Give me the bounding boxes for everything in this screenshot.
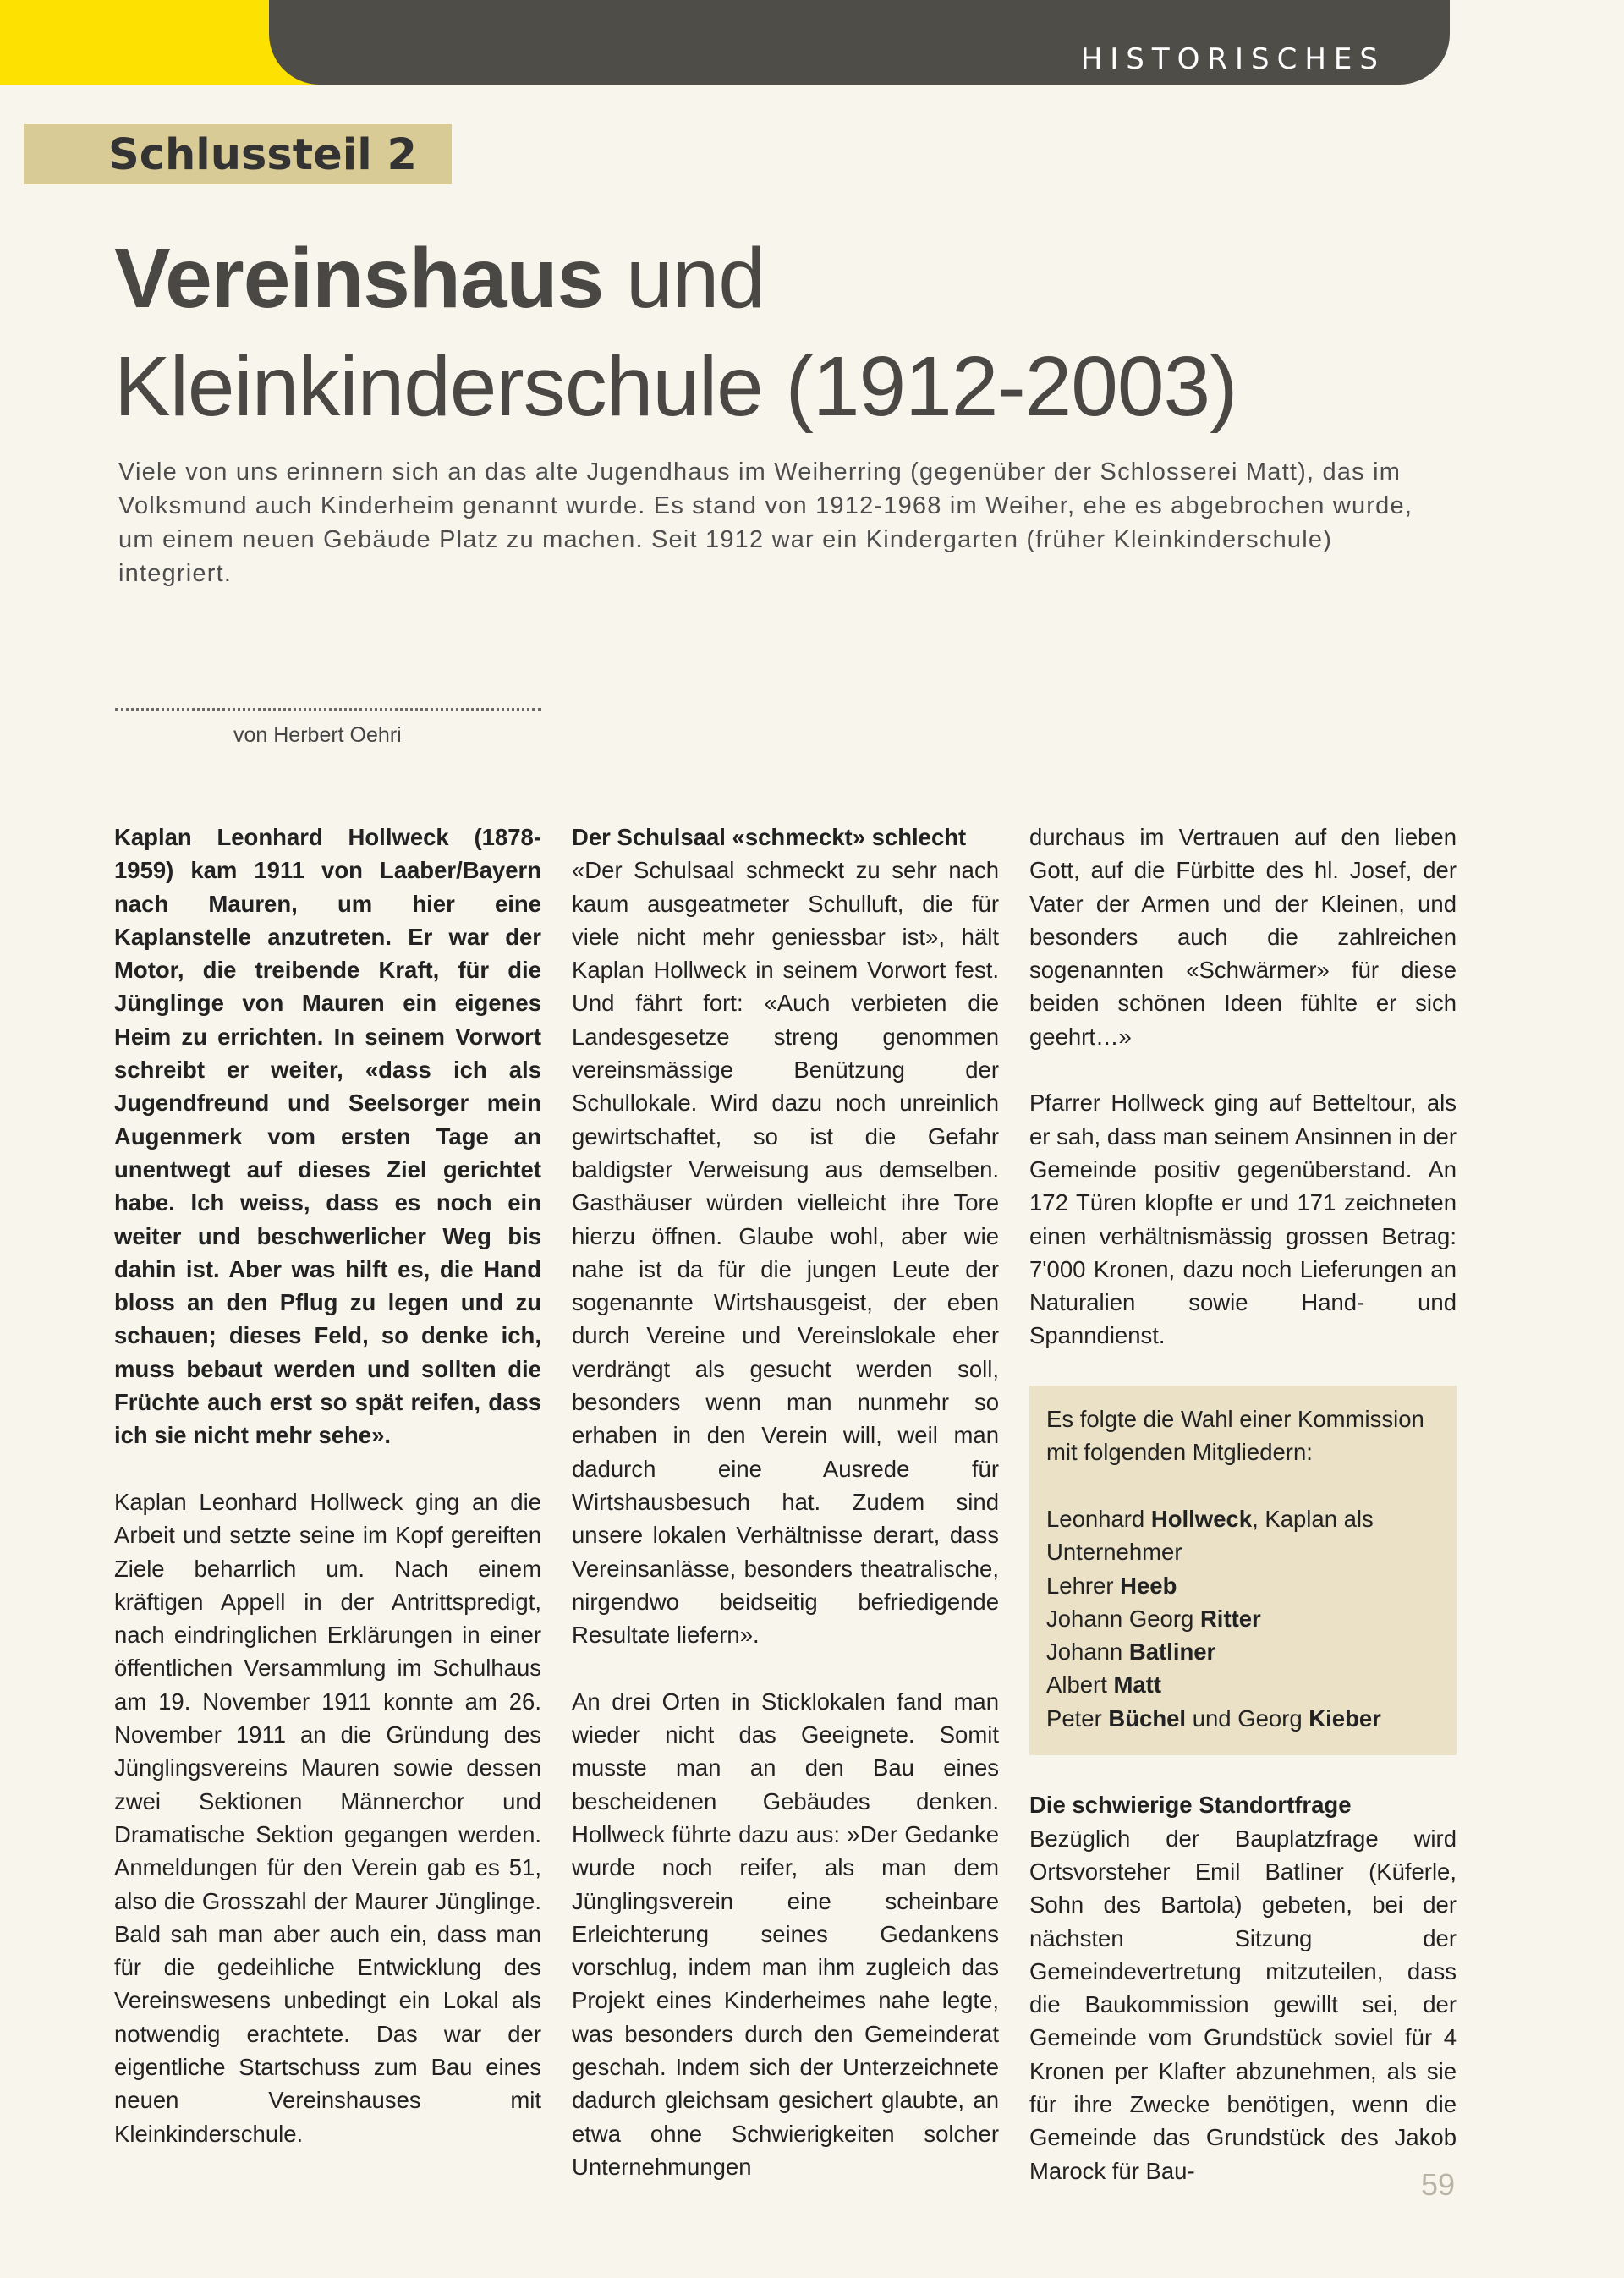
author-byline: von Herbert Oehri	[233, 723, 402, 747]
kicker-box	[24, 124, 452, 184]
subheading: Der Schulsaal «schmeckt» schlecht	[572, 824, 967, 850]
column-1	[114, 821, 541, 2183]
column-2	[572, 821, 999, 2216]
body-paragraph: Kaplan Leonhard Hollweck ging an die Arbeit und setzte seine im Kopf gereiften Ziele beharrlich um. Nach einem kräftigen Appell in der Antrittspredigt, nach eindringlichen Erklärungen in einer öffentlichen Versammlung im Schulhaus am 19. November 1911 konnte am 26. November 1911 an die Gründung des Jünglingsvereins Mauren sowie dessen zwei Sektionen Männerchor und Dramatische Sektion gegangen werden. Anmeldungen für den Verein gab es 51, also die Grosszahl der Maurer Jünglinge. Bald sah man aber auch ein, dass man für die gedeihliche Entwicklung des Vereinswesens unbedingt ein Lokal als notwendig erachtete. Das war der eigentliche Startschuss zum Bau eines neuen Vereinshauses mit Kleinkinderschule.	[114, 1488, 541, 2147]
column-3	[1029, 821, 1457, 2220]
body-paragraph: An drei Orten in Sticklokalen fand man wieder nicht das Geeignete. Somit musste man an den Bau eines bescheidenen Gebäudes denken. Hollweck führte dazu aus: »Der Gedanke wurde noch reifer, als man dem Jünglingsverein eine scheinbare Erleichterung seines Gedankens vorschlug, indem man ihm zugleich das Projekt eines Kinderheimes nahe legte, was besonders durch den Gemeinderat geschah. Indem sich der Unterzeichnete dadurch gleichsam gesichert glaubte, an etwa ohne Schwierigkeiten solcher Unternehmungen	[572, 1688, 999, 2180]
kicker-label: Schlussteil 2	[108, 130, 417, 180]
commission-member: Johann Batliner	[1046, 1639, 1216, 1666]
page-number: 59	[1420, 2167, 1455, 2202]
commission-member: Lehrer Heeb	[1046, 1572, 1177, 1599]
section-header-bar	[269, 0, 1450, 85]
section-label: HISTORISCHES	[1080, 42, 1385, 76]
body-paragraph: «Der Schulsaal schmeckt zu sehr nach kaum ausgeatmeter Schulluft, die für viele nicht mehr geniessbar ist», hält Kaplan Hollweck in seinem Vorwort fest. Und fährt fort: «Auch verbieten die Landesgesetze streng genommen vereinsmässige Benützung der Schullokale. Wird dazu noch unreinlich gewirtschaftet, so ist die Gefahr baldigster Verweisung aus demselben. Gasthäuser würden vielleicht ihre Tore hierzu öffnen. Glaube wohl, aber wie nahe ist da für die jungen Leute der sogenannte Wirtshausgeist, der eben durch Vereine und Vereinslokale eher verdrängt als gesucht werden soll, besonders wenn man nunmehr so erhaben in den Verein will, weil man dadurch eine Ausrede für Wirtshausbesuch hat. Zudem sind unsere lokalen Verhältnisse derart, dass Vereinsanlässe, besonders theatralische, nirgendwo beidseitig befriedigende Resultate liefern».	[572, 857, 999, 1649]
commission-member: Johann Georg Ritter	[1046, 1605, 1261, 1632]
commission-member: Leonhard Hollweck, Kaplan als Unternehmer	[1046, 1505, 1374, 1566]
title-line1-rest: und	[603, 231, 765, 326]
intro-paragraph: Kaplan Leonhard Hollweck (1878-1959) kam 1911 von Laaber/Bayern nach Mauren, um hier eine Kaplanstelle anzutreten. Er war der Motor, die treibende Kraft, für die Jünglinge von Mauren ein eigenes Heim zu errichten. In seinem Vorwort schreibt er weiter, «dass ich als Jugendfreund und Seelsorger mein Augenmerk vom ersten Tage an unentwegt auf dieses Ziel gerichtet habe. Ich weiss, dass es noch ein weiter und beschwerlicher Weg bis dahin ist. Aber was hilft es, die Hand bloss an den Pflug zu legen und zu schauen; dieses Feld, so denke ich, muss bebaut werden und sollten die Früchte auch erst so spät reifen, dass ich sie nicht mehr sehe».	[114, 824, 541, 1449]
lead-paragraph: Viele von uns erinnern sich an das alte Jugendhaus im Weiherring (gegenüber der Schlosserei Matt), das im Volksmund auch Kinderheim genannt wurde. Es stand von 1912-1968 im Weiher, ehe es abgebrochen wurde, um einem neuen Gebäude Platz zu machen. Seit 1912 war ein Kindergarten (früher Kleinkinderschule) integriert.	[118, 458, 1413, 587]
author-divider	[115, 708, 541, 711]
commission-member: Peter Büchel und Georg Kieber	[1046, 1704, 1381, 1732]
article-title	[114, 224, 1552, 441]
body-paragraph: durchaus im Vertrauen auf den lieben Gott, auf die Fürbitte des hl. Josef, der Vater der Armen und der Kleinen, und besonders auch die zahlreichen sogenannten «Schwärmer» für diese beiden schönen Ideen fühlte er sich geehrt…»	[1029, 824, 1457, 1050]
body-paragraph: Pfarrer Hollweck ging auf Betteltour, als er sah, dass man seinem Ansinnen in der Gemeinde positiv gegenüberstand. An 172 Türen klopfte er und 171 zeichneten einen verhältnismässig grossen Betrag: 7'000 Kronen, dazu noch Lieferungen an Naturalien sowie Hand- und Spanndienst.	[1029, 1090, 1457, 1349]
title-bold-part: Vereinshaus	[114, 231, 604, 326]
commission-member-list	[1046, 1502, 1440, 1735]
title-line2: Kleinkinderschule (1912-2003)	[114, 339, 1237, 434]
commission-box	[1029, 1386, 1457, 1755]
commission-member: Albert Matt	[1046, 1671, 1162, 1699]
body-paragraph: Bezüglich der Bauplatzfrage wird Ortsvorsteher Emil Batliner (Küferle, Sohn des Bartola) gebeten, bei der nächsten Sitzung der Gemeindevertretung mitzuteilen, dass die Baukommission gewillt sei, der Gemeinde vom Grundstück soviel für 4 Kronen per Klafter abzunehmen, als sie für ihre Zwecke benötigen, wenn die Gemeinde das Grundstück des Jakob Marock für Bau-	[1029, 1825, 1457, 2184]
subheading: Die schwierige Standortfrage	[1029, 1792, 1352, 1819]
commission-intro: Es folgte die Wahl einer Kommission mit folgenden Mitgliedern:	[1046, 1406, 1424, 1466]
